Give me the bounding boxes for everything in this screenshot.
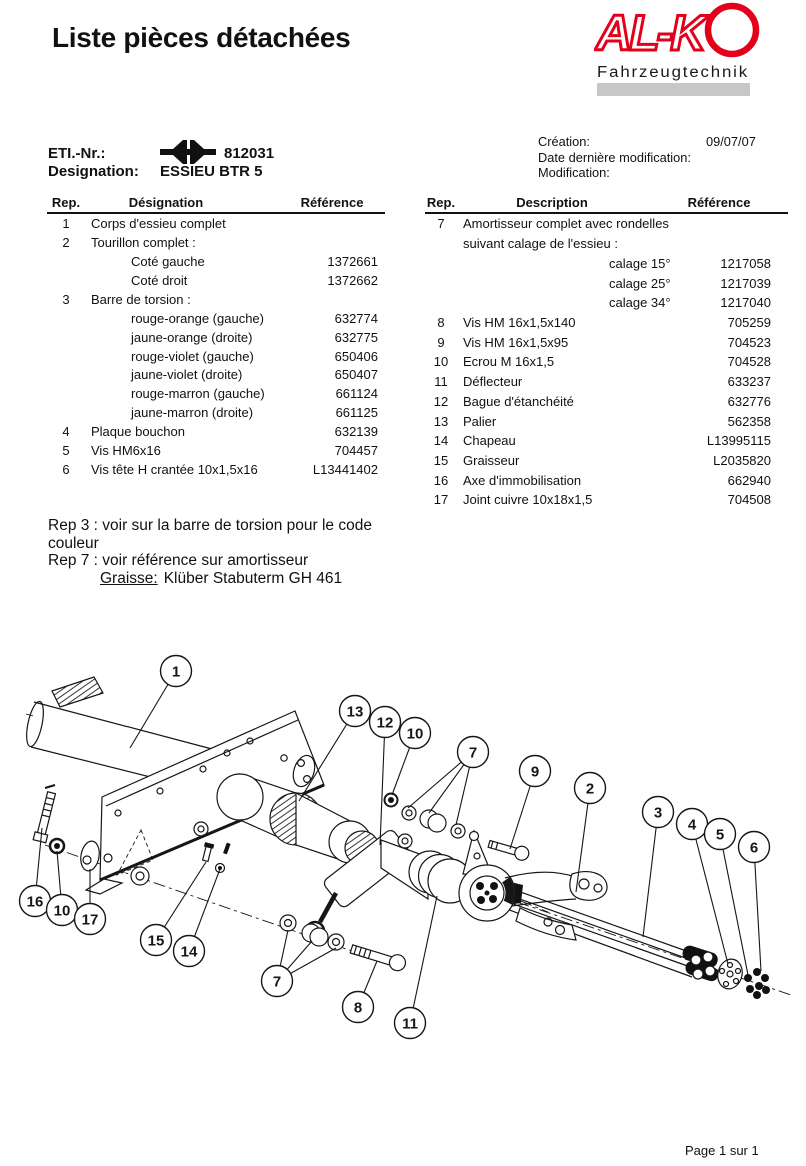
rep-cell: 14	[433, 433, 449, 449]
callout-leader	[643, 812, 658, 937]
designation-cell: rouge-orange (gauche)	[131, 310, 264, 326]
designation-cell: Amortisseur complet avec rondelles	[463, 216, 669, 232]
table-row	[47, 441, 385, 460]
designation-cell: jaune-marron (droite)	[131, 405, 254, 421]
designation-cell: Graisseur	[463, 452, 520, 468]
designation-cell: Chapeau	[463, 433, 516, 449]
designation-cell: jaune-orange (droite)	[131, 329, 253, 345]
callout-number: 8	[353, 999, 363, 1017]
callout-number: 14	[180, 943, 198, 961]
designation-cell: Vis HM6x16	[91, 443, 161, 459]
callout-leader	[410, 896, 437, 1023]
rep-cell: 10	[433, 354, 449, 370]
callout-leader	[380, 722, 385, 845]
rep-cell: 3	[62, 291, 70, 307]
rep-cell: 17	[433, 492, 449, 508]
parts-table-right	[425, 214, 788, 510]
reference-cell: 632775	[334, 329, 378, 345]
rep-cell: 2	[62, 234, 70, 250]
rep-cell: 16	[433, 472, 449, 488]
grease-value: Klüber Stabuterm GH 461	[163, 569, 343, 587]
table-row	[425, 490, 788, 510]
designation-label: Designation:	[48, 163, 139, 180]
table-row	[425, 470, 788, 490]
reference-cell: 704508	[727, 492, 771, 508]
table-row	[425, 451, 788, 471]
callout-number: 6	[749, 839, 759, 857]
designation-cell: Ecrou M 16x1,5	[463, 354, 555, 370]
callout-number: 10	[53, 902, 71, 920]
designation-cell: suivant calage de l'essieu :	[463, 236, 618, 252]
callout-leader	[754, 847, 761, 971]
callout-number: 17	[81, 911, 99, 929]
rep-cell: 6	[62, 462, 70, 478]
table-row	[47, 233, 385, 252]
grease-label: Graisse:	[100, 569, 158, 587]
table-row	[425, 293, 788, 313]
rep-cell: 11	[434, 374, 448, 390]
diagram-callout	[643, 797, 674, 938]
reference-cell: 632774	[334, 310, 378, 326]
designation-cell: Palier	[463, 413, 497, 429]
callout-number: 10	[406, 725, 424, 743]
reference-cell: 1372662	[327, 272, 378, 288]
callout-number: 5	[715, 826, 725, 844]
rep-cell: 5	[62, 443, 70, 459]
callout-number: 16	[26, 893, 44, 911]
exploded-diagram	[0, 618, 806, 1066]
reference-cell: 650407	[334, 367, 378, 383]
reference-cell: 661124	[335, 386, 378, 402]
logo-gray-bar	[597, 83, 750, 96]
reference-cell: 704457	[334, 443, 378, 459]
right-col-reference: Référence	[687, 195, 751, 210]
table-row	[425, 391, 788, 411]
diagram-callout	[408, 737, 489, 826]
designation-cell: Vis HM 16x1,5x95	[463, 334, 569, 350]
designation-cell: Déflecteur	[463, 374, 523, 390]
left-col-designation: Désignation	[128, 195, 204, 210]
right-col-rep: Rep.	[426, 195, 456, 210]
reference-cell: 1217040	[720, 295, 771, 311]
rep-cell: 9	[437, 334, 445, 350]
logo-brand-text: AL-K	[596, 5, 704, 61]
table-row	[47, 422, 385, 441]
table-row	[47, 309, 385, 328]
modification-label: Modification:	[538, 165, 610, 180]
callout-number: 12	[376, 714, 394, 732]
table-row	[47, 214, 385, 233]
designation-cell: Plaque bouchon	[91, 424, 185, 440]
callout-number: 7	[468, 744, 478, 762]
designation-cell: Coté gauche	[131, 253, 205, 269]
table-row	[425, 253, 788, 273]
rep-cell: 8	[437, 314, 445, 330]
left-col-reference: Référence	[300, 195, 364, 210]
diagram-callout	[343, 961, 378, 1023]
designation-cell: calage 25°	[609, 275, 671, 291]
table-row	[47, 290, 385, 309]
callout-number: 13	[346, 703, 364, 721]
designation-cell: Vis HM 16x1,5x140	[463, 314, 576, 330]
table-row	[47, 271, 385, 290]
creation-block	[538, 134, 691, 181]
note-grease	[100, 570, 420, 588]
designation-cell: calage 34°	[609, 295, 671, 311]
designation-cell: Axe d'immobilisation	[463, 472, 582, 488]
notes	[48, 517, 420, 587]
callout-number: 15	[147, 932, 165, 950]
logo-o-ring	[708, 6, 756, 54]
table-row	[47, 366, 385, 385]
reference-cell: 1372661	[327, 253, 378, 269]
designation-cell: Vis tête H crantée 10x1,5x16	[91, 462, 258, 478]
reference-cell: 705259	[727, 314, 771, 330]
designation-cell: Barre de torsion :	[91, 291, 191, 307]
table-row	[425, 372, 788, 392]
callout-number: 4	[687, 816, 697, 834]
creation-label: Création:	[538, 134, 590, 149]
designation-value: ESSIEU BTR 5	[160, 163, 263, 180]
reference-cell: 1217058	[720, 255, 771, 271]
table-row	[425, 214, 788, 234]
rep-cell: 13	[433, 413, 449, 429]
eti-label: ETI.-Nr.:	[48, 145, 106, 162]
reference-cell: 704523	[727, 334, 771, 350]
diagram-callout	[174, 869, 221, 967]
callout-number: 9	[530, 763, 540, 781]
reference-cell: 632776	[727, 393, 771, 409]
left-col-rep: Rep.	[51, 195, 81, 210]
designation-cell: calage 15°	[609, 255, 671, 271]
reference-cell: 633237	[727, 374, 771, 390]
table-row	[47, 460, 385, 479]
rep-cell: 12	[433, 393, 449, 409]
designation-cell: jaune-violet (droite)	[131, 367, 243, 383]
alko-logo	[594, 2, 766, 98]
table-row	[425, 431, 788, 451]
designation-cell: Tourillon complet :	[91, 234, 196, 250]
table-row	[425, 273, 788, 293]
axle-icon	[160, 138, 216, 166]
table-row	[425, 234, 788, 254]
note-rep7: Rep 7 : voir référence sur amortisseur	[48, 552, 309, 569]
reference-cell: 632139	[334, 424, 378, 440]
reference-cell: L2035820	[713, 452, 771, 468]
callout-number: 7	[272, 973, 282, 991]
note-rep3: Rep 3 : voir sur la barre de torsion pour le code couleur	[48, 517, 372, 552]
rep-cell: 7	[437, 216, 445, 232]
reference-cell: 1217039	[720, 275, 771, 291]
last-modification-label: Date dernière modification:	[538, 149, 691, 165]
diagram-callout	[370, 707, 401, 846]
eti-value: 812031	[224, 145, 275, 162]
callout-number: 1	[171, 663, 181, 681]
parts-table-left	[47, 214, 385, 479]
designation-cell: Coté droit	[131, 272, 188, 288]
reference-cell: 650406	[334, 348, 378, 364]
designation-cell: rouge-marron (gauche)	[131, 386, 265, 402]
reference-cell: 662940	[727, 472, 771, 488]
table-row	[47, 252, 385, 271]
reference-cell: L13995115	[706, 433, 771, 449]
reference-cell: 562358	[727, 413, 771, 429]
table-row	[47, 347, 385, 366]
table-row	[47, 384, 385, 403]
page-number: Page 1 sur 1	[685, 1143, 759, 1158]
designation-cell: rouge-violet (gauche)	[131, 348, 254, 364]
table-row	[425, 352, 788, 372]
rep-cell: 4	[62, 424, 70, 440]
rep-cell: 15	[433, 452, 449, 468]
designation-cell: Bague d'étanchéité	[463, 393, 574, 409]
table-row	[425, 332, 788, 352]
diagram-callout	[510, 756, 551, 850]
designation-cell: Joint cuivre 10x18x1,5	[463, 492, 593, 508]
reference-cell: 704528	[727, 354, 771, 370]
callout-number: 3	[653, 804, 663, 822]
right-col-description: Description	[516, 195, 588, 210]
table-row	[47, 328, 385, 347]
table-row	[47, 403, 385, 422]
diagram-callout	[47, 851, 78, 926]
table-row	[425, 411, 788, 431]
callout-number: 11	[402, 1015, 418, 1033]
reference-cell: L13441402	[312, 462, 378, 478]
table-row	[425, 313, 788, 333]
designation-cell: Corps d'essieu complet	[91, 215, 226, 231]
reference-cell: 661125	[335, 405, 378, 421]
rep-cell: 1	[62, 215, 70, 231]
logo-subtitle: Fahrzeugtechnik	[597, 64, 749, 81]
page-title: Liste pièces détachées	[52, 22, 351, 53]
callout-number: 2	[585, 780, 595, 798]
creation-date: 09/07/07	[706, 134, 756, 149]
